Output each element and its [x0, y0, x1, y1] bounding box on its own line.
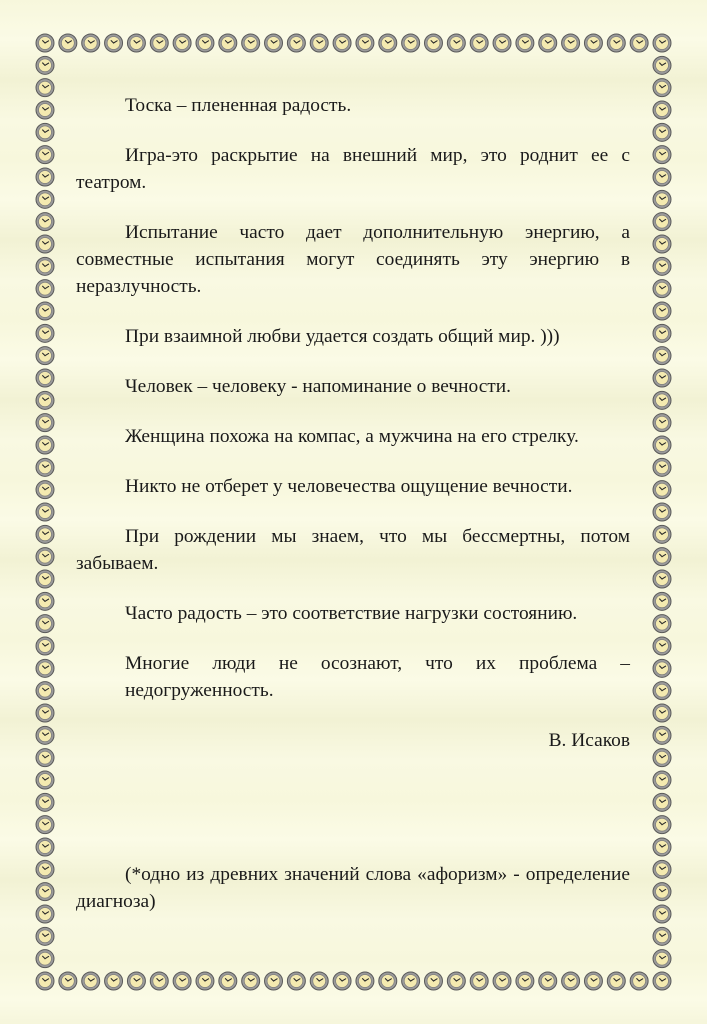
clock-icon [36, 414, 54, 432]
clock-icon [630, 34, 648, 52]
clock-icon [653, 816, 671, 834]
clock-icon [653, 146, 671, 164]
clock-icon [333, 34, 351, 52]
clock-icon [653, 503, 671, 521]
clock-icon [447, 972, 465, 990]
clock-icon [127, 972, 145, 990]
clock-icon [470, 972, 488, 990]
clock-icon [653, 749, 671, 767]
clock-icon [265, 972, 283, 990]
aphorism-9: Часто радость – это соответствие нагрузки состоянию. [125, 603, 578, 624]
clock-icon [36, 816, 54, 834]
clock-icon [653, 726, 671, 744]
clock-icon [36, 749, 54, 767]
clock-icon [36, 347, 54, 365]
clock-icon [36, 838, 54, 856]
clock-icon [36, 637, 54, 655]
clock-icon [242, 34, 260, 52]
clock-icon [653, 123, 671, 141]
clock-icon [36, 503, 54, 521]
clock-icon [653, 592, 671, 610]
clock-icon [653, 883, 671, 901]
clock-icon [310, 34, 328, 52]
clock-icon [653, 56, 671, 74]
clock-icon [653, 481, 671, 499]
clock-icon [562, 972, 580, 990]
clock-icon [36, 34, 54, 52]
clock-icon [653, 414, 671, 432]
clock-icon [82, 972, 100, 990]
clock-icon [333, 972, 351, 990]
clock-icon [584, 972, 602, 990]
clock-icon [36, 570, 54, 588]
clock-icon [59, 972, 77, 990]
clock-icon [539, 34, 557, 52]
aphorism-6: Женщина похожа на компас, а мужчина на его стрелку. [125, 426, 579, 447]
clock-icon [653, 101, 671, 119]
clock-icon [516, 972, 534, 990]
clock-icon [607, 972, 625, 990]
clock-icon [653, 213, 671, 231]
clock-icon [653, 525, 671, 543]
clock-icon [36, 123, 54, 141]
clock-icon [36, 793, 54, 811]
clock-icon [379, 972, 397, 990]
clock-icon [36, 79, 54, 97]
clock-icon [653, 369, 671, 387]
clock-icon [150, 34, 168, 52]
clock-icon [402, 972, 420, 990]
aphorism-2: Игра-это раскрытие на внешний мир, это роднит ее с театром. [76, 145, 630, 193]
clock-icon [653, 436, 671, 454]
clock-icon [36, 302, 54, 320]
clock-icon [402, 34, 420, 52]
clock-icon [36, 659, 54, 677]
clock-icon [630, 972, 648, 990]
clock-icon [173, 972, 191, 990]
clock-icon [36, 682, 54, 700]
clock-icon [36, 972, 54, 990]
clock-icon [424, 34, 442, 52]
clock-icon [539, 972, 557, 990]
clock-icon [447, 34, 465, 52]
clock-icon [653, 235, 671, 253]
clock-icon [653, 168, 671, 186]
clock-icon [127, 34, 145, 52]
clock-icon [653, 860, 671, 878]
clock-icon [653, 34, 671, 52]
clock-icon [653, 905, 671, 923]
clock-icon [105, 972, 123, 990]
clock-icon [36, 257, 54, 275]
clock-icon [653, 548, 671, 566]
clock-icon [310, 972, 328, 990]
clock-icon [424, 972, 442, 990]
clock-icon [607, 34, 625, 52]
clock-icon [196, 972, 214, 990]
clock-icon [653, 347, 671, 365]
clock-icon [653, 838, 671, 856]
clock-icon [36, 280, 54, 298]
clock-icon [653, 324, 671, 342]
clock-icon [653, 190, 671, 208]
clock-icon [36, 615, 54, 633]
aphorism-3: Испытание часто дает дополнительную энергию, а совместные испытания могут соединять эту энергию в неразлучность. [76, 222, 630, 297]
clock-icon [36, 213, 54, 231]
clock-icon [653, 771, 671, 789]
clock-icon [653, 302, 671, 320]
clock-icon [36, 860, 54, 878]
clock-icon [36, 168, 54, 186]
clock-icon [653, 570, 671, 588]
clock-icon [36, 101, 54, 119]
clock-icon [36, 548, 54, 566]
clock-icon [493, 34, 511, 52]
clock-icon [287, 34, 305, 52]
clock-icon [653, 257, 671, 275]
clock-icon [36, 704, 54, 722]
clock-icon [36, 592, 54, 610]
aphorism-8: При рождении мы знаем, что мы бессмертны, потом забываем. [76, 526, 630, 574]
clock-icon [653, 637, 671, 655]
clock-icon [653, 704, 671, 722]
clock-icon [59, 34, 77, 52]
author-signature: В. Исаков [548, 730, 630, 751]
clock-icon [379, 34, 397, 52]
clock-icon [105, 34, 123, 52]
clock-icon [36, 146, 54, 164]
clock-icon [36, 771, 54, 789]
clock-icon [493, 972, 511, 990]
clock-icon [356, 34, 374, 52]
clock-icon [36, 726, 54, 744]
clock-icon [265, 34, 283, 52]
clock-icon [36, 190, 54, 208]
aphorism-7: Никто не отберет у человечества ощущение вечности. [125, 476, 573, 497]
clock-icon [653, 280, 671, 298]
aphorism-10: Многие люди не осознают, что их проблема – недогруженность. [125, 653, 630, 701]
clock-icon [219, 34, 237, 52]
clock-icon [36, 481, 54, 499]
clock-icon [150, 972, 168, 990]
clock-icon [36, 436, 54, 454]
clock-icon [653, 391, 671, 409]
footnote: (*одно из древних значений слова «афоризм» - определение диагноза) [76, 864, 630, 912]
clock-icon [470, 34, 488, 52]
clock-icon [653, 950, 671, 968]
clock-icon [653, 615, 671, 633]
clock-icon [36, 235, 54, 253]
clock-icon [653, 79, 671, 97]
clock-icon [36, 883, 54, 901]
clock-icon [584, 34, 602, 52]
clock-icon [36, 458, 54, 476]
clock-icon [653, 793, 671, 811]
clock-icon [36, 56, 54, 74]
aphorism-list [76, 92, 630, 754]
clock-icon [242, 972, 260, 990]
clock-icon [219, 972, 237, 990]
clock-icon [196, 34, 214, 52]
clock-icon [562, 34, 580, 52]
clock-icon [356, 972, 374, 990]
clock-icon [36, 324, 54, 342]
clock-icon [36, 525, 54, 543]
clock-icon [516, 34, 534, 52]
clock-icon [36, 369, 54, 387]
clock-icon [287, 972, 305, 990]
clock-icon [36, 927, 54, 945]
clock-icon [82, 34, 100, 52]
clock-icon [653, 972, 671, 990]
clock-icon [36, 950, 54, 968]
clock-icon [653, 458, 671, 476]
clock-icon [173, 34, 191, 52]
clock-icon [653, 682, 671, 700]
clock-icon [36, 391, 54, 409]
clock-icon [653, 927, 671, 945]
aphorism-1: Тоска – плененная радость. [125, 95, 352, 116]
aphorism-5: Человек – человеку - напоминание о вечности. [125, 376, 512, 397]
clock-icon [653, 659, 671, 677]
clock-icon [36, 905, 54, 923]
aphorism-4: При взаимной любви удается создать общий мир. ))) [125, 326, 560, 347]
